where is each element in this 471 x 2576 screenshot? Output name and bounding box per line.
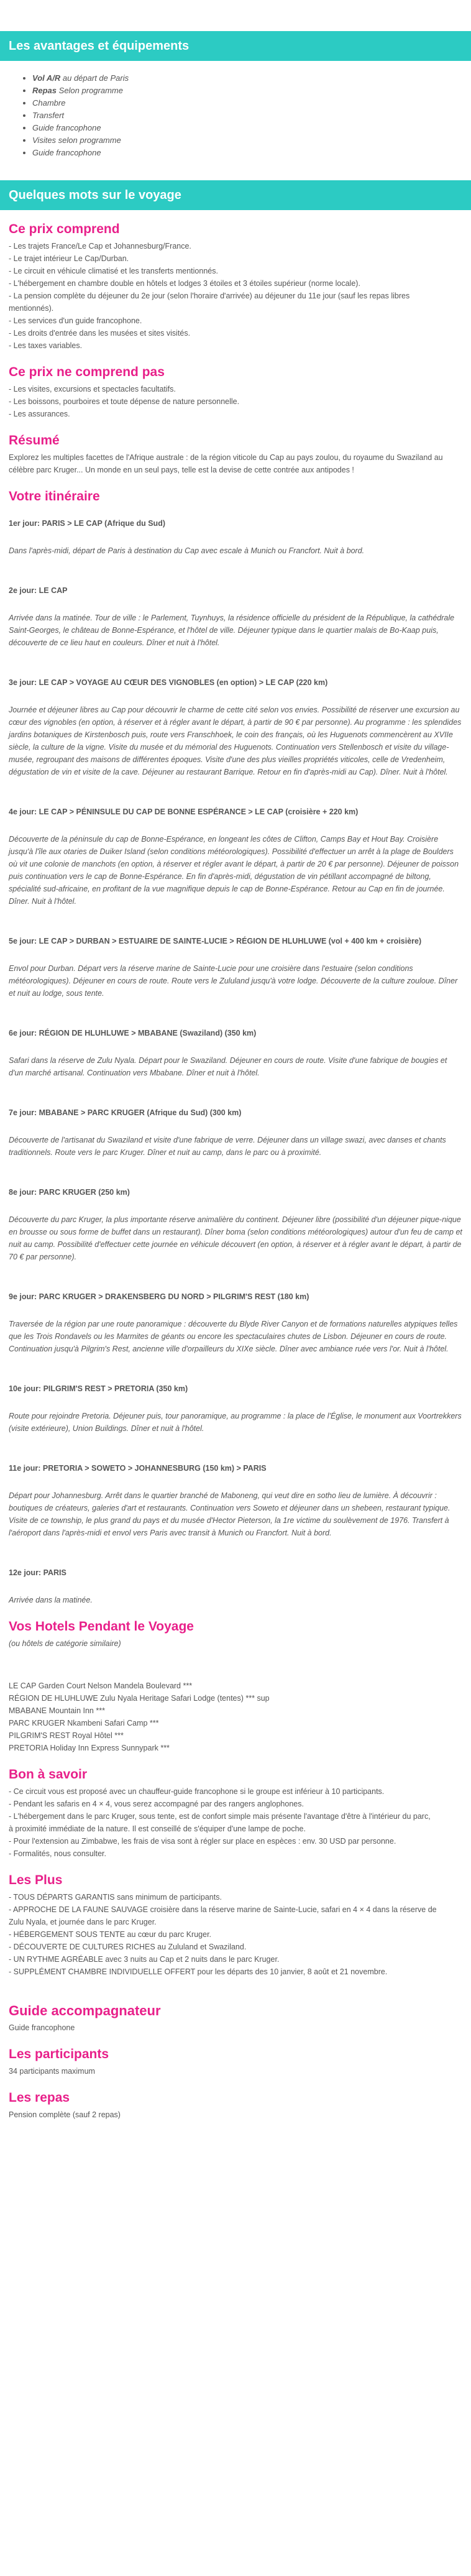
participants-text: 34 participants maximum — [9, 2067, 95, 2076]
hotels-subtitle: (ou hôtels de catégorie similaire) — [9, 1639, 121, 1648]
bon-a-savoir-line: - Pendant les safaris en 4 × 4, vous serez accompagné par des rangers anglophones. — [9, 1800, 304, 1808]
day-text: Dans l'après-midi, départ de Paris à destination du Cap avec escale à Munich ou Francfort. Nuit à bord. — [9, 546, 365, 555]
avantage-item — [32, 134, 462, 147]
avantage-item-text: Chambre — [32, 98, 66, 108]
guide-title: Guide accompagnateur — [9, 2003, 161, 2018]
repas-text: Pension complète (sauf 2 repas) — [9, 2110, 121, 2119]
les-plus-line: - APPROCHE DE LA FAUNE SAUVAGE croisière dans la réserve marine de Sainte-Lucie, safari en 4 × 4 dans la réserve de — [9, 1905, 437, 1914]
les-plus-line: - HÉBERGEMENT SOUS TENTE au cœur du parc Kruger. — [9, 1930, 212, 1939]
hotel-line: LE CAP Garden Court Nelson Mandela Boulevard *** — [9, 1681, 193, 1690]
les-plus-line: - UN RYTHME AGRÉABLE avec 3 nuits au Cap et 2 nuits dans le parc Kruger. — [9, 1955, 280, 1964]
avantage-item-text: Guide francophone — [32, 148, 101, 157]
prix-comprend-line: - Le circuit en véhicule climatisé et les transferts mentionnés. — [9, 267, 218, 275]
avantage-item — [32, 85, 462, 97]
avantages-section — [0, 72, 471, 159]
les-plus-list — [9, 1891, 462, 1978]
prix-comprend-line: - Les droits d'entrée dans les musées et sites visités. — [9, 329, 191, 338]
day-title: 3e jour: LE CAP > VOYAGE AU CŒUR DES VIGNOBLES (en option) > LE CAP (220 km) — [9, 678, 328, 687]
les-plus-line: - SUPPLÉMENT CHAMBRE INDIVIDUELLE OFFERT pour les départs des 10 janvier, 8 août et 21 novembre. — [9, 1967, 388, 1976]
hotels-title: Vos Hotels Pendant le Voyage — [9, 1619, 194, 1634]
les-plus-title: Les Plus — [9, 1873, 63, 1887]
hotel-line: PARC KRUGER Nkambeni Safari Camp *** — [9, 1719, 159, 1727]
bon-a-savoir-list — [9, 1785, 462, 1860]
prix-comprend-line: - Les trajets France/Le Cap et Johannesburg/France. — [9, 242, 191, 251]
prix-ne-comprend-line: - Les assurances. — [9, 410, 70, 418]
itineraire-title: Votre itinéraire — [9, 489, 100, 504]
day-text: Envol pour Durban. Départ vers la réserve marine de Sainte-Lucie pour une croisière dans l'estuaire (selon conditions météorologiques). Déjeuner en cours de route. Route vers le Zululand jusqu'à votre lodge. Découverte de la culture zouloue. Dîner et nuit au lodge, sous tente. — [9, 964, 458, 998]
avantages-list — [9, 72, 462, 159]
avantage-item — [32, 109, 462, 122]
day-text: Découverte de l'artisanat du Swaziland et visite d'une fabrique de verre. Déjeuner dans un village swazi, avec danses et chants traditionnels. Route vers le parc Kruger. Dîner et nuit au camp, dans le parc ou à proximité. — [9, 1136, 446, 1157]
prix-comprend-line: - La pension complète du déjeuner du 2e jour (selon l'horaire d'arrivée) au déjeuner du 11e jour (sauf les repas libres — [9, 292, 410, 300]
day-title: 11e jour: PRETORIA > SOWETO > JOHANNESBURG (150 km) > PARIS — [9, 1464, 267, 1473]
day-title: 8e jour: PARC KRUGER (250 km) — [9, 1188, 130, 1197]
avantage-item-bold: Repas — [32, 86, 57, 95]
les-plus-line: Zulu Nyala, et journée dans le parc Kruger. — [9, 1918, 157, 1926]
avantage-item — [32, 147, 462, 159]
day-title: 6e jour: RÉGION DE HLUHLUWE > MBABANE (Swaziland) (350 km) — [9, 1029, 257, 1037]
day-title: 10e jour: PILGRIM'S REST > PRETORIA (350 km) — [9, 1384, 188, 1393]
day-text: Arrivée dans la matinée. Tour de ville : le Parlement, Tuynhuys, la résidence officielle du président de la République, la cathédrale Saint-Georges, le château de Bonne-Espérance, et l'hôtel de ville. Déjeuner typique dans le quartier malais de Bo-Kaap puis, découverte de ce lieu haut en couleurs. Dîner et nuit à l'hôtel. — [9, 614, 455, 647]
les-plus-line: - TOUS DÉPARTS GARANTIS sans minimum de participants. — [9, 1893, 222, 1902]
avantage-item-text: Visites selon programme — [32, 136, 121, 145]
hotel-line: PILGRIM'S REST Royal Hôtel *** — [9, 1731, 124, 1740]
avantage-item — [32, 122, 462, 134]
les-plus-line: - DÉCOUVERTE DE CULTURES RICHES au Zululand et Swaziland. — [9, 1943, 247, 1951]
day-text: Route pour rejoindre Pretoria. Déjeuner puis, tour panoramique, au programme : la place de l'Église, le monument aux Voortrekkers (visite extérieure), Union Buildings. Dîner et nuit à l'hôtel. — [9, 1412, 462, 1433]
prix-ne-comprend-list — [9, 383, 462, 420]
day-text: Découverte du parc Kruger, la plus importante réserve animalière du continent. Déjeuner libre (possibilité d'un déjeuner pique-nique en brousse ou sous forme de buffet dans un restaurant). Dîner boma (selon conditions météorologiques) autour d'un feu de camp et nuit au camp. Possibilité d'effectuer cette journée en véhicule découvert (en option, à réserver et à régler avant le départ, à partir de 70 € par personne). — [9, 1215, 462, 1261]
repas-title: Les repas — [9, 2091, 70, 2105]
day-title: 7e jour: MBABANE > PARC KRUGER (Afrique du Sud) (300 km) — [9, 1108, 242, 1117]
prix-comprend-line: - L'hébergement en chambre double en hôtels et lodges 3 étoiles et 3 étoiles supérieur (norme locale). — [9, 279, 360, 288]
day-title: 9e jour: PARC KRUGER > DRAKENSBERG DU NORD > PILGRIM'S REST (180 km) — [9, 1292, 309, 1301]
prix-comprend-line: - Les services d'un guide francophone. — [9, 316, 142, 325]
prix-ne-comprend-line: - Les visites, excursions et spectacles facultatifs. — [9, 385, 176, 393]
day-text: Journée et déjeuner libres au Cap pour découvrir le charme de cette cité selon vos envies. Possibilité de réserver une excursion au cœur des vignobles (en option, à réserver et à régler avant le départ, à partir de 90 € par personne). Au programme : les splendides jardins botaniques de Kirstenbosch puis, route vers Franschhoek, le coin des français, où les Huguenots commencèrent au XVIIe siècle, la culture de la vigne. Visite du musée et du mémorial des Huguenots. Continuation vers Stellenbosch et visite du village-musée, regroupant des maisons de différentes époques. Visite d'une des plus vieilles propriétés viticoles, celle de Vredenheim, dégustation de vin et visite de la cave. Déjeuner au restaurant Barrique. Retour en fin d'après-midi au Cap). Dîner. Nuit à l'hôtel. — [9, 706, 462, 776]
avantage-item-text: Selon programme — [57, 86, 123, 95]
prix-ne-comprend-line: - Les boissons, pourboires et toute dépense de nature personnelle. — [9, 397, 240, 406]
prix-ne-comprend-title: Ce prix ne comprend pas — [9, 365, 165, 379]
avantage-item-text: au départ de Paris — [60, 73, 129, 83]
avantage-item — [32, 72, 462, 85]
hotel-line: RÉGION DE HLUHLUWE Zulu Nyala Heritage Safari Lodge (tentes) *** sup — [9, 1694, 270, 1703]
bon-a-savoir-line: - Pour l'extension au Zimbabwe, les frais de visa sont à régler sur place en espèces : env. 30 USD par personne. — [9, 1837, 396, 1846]
hotel-line: MBABANE Mountain Inn *** — [9, 1706, 105, 1715]
day-text: Arrivée dans la matinée. — [9, 1596, 93, 1604]
hotel-line: PRETORIA Holiday Inn Express Sunnypark *** — [9, 1744, 170, 1752]
day-text: Départ pour Johannesburg. Arrêt dans le quartier branché de Maboneng, qui veut dire en sotho lieu de lumière. À découvrir : boutiques de créateurs, galeries d'art et restaurants. Continuation vers Soweto et déjeuner dans un shebeen, restaurant typique. Visite de ce township, le plus grand du pays et du musée d'Hector Pieterson, la 1re victime du soulèvement de 1976. Transfert à l'aéroport dans l'après-midi et envol vers Paris avec transit à Munich ou Francfort. Nuit à bord. — [9, 1491, 450, 1537]
day-title: 12e jour: PARIS — [9, 1568, 66, 1577]
day-title: 2e jour: LE CAP — [9, 586, 68, 595]
day-title: 4e jour: LE CAP > PÉNINSULE DU CAP DE BONNE ESPÉRANCE > LE CAP (croisière + 220 km) — [9, 807, 359, 816]
prix-comprend-title: Ce prix comprend — [9, 222, 120, 236]
day-text: Safari dans la réserve de Zulu Nyala. Départ pour le Swaziland. Déjeuner en cours de route. Visite d'une fabrique de bougies et d'un marché artisanal. Continuation vers Mbabane. Dîner et nuit à l'hôtel. — [9, 1056, 447, 1077]
prix-comprend-line: mentionnés). — [9, 304, 54, 313]
prix-comprend-list — [9, 240, 462, 352]
avantage-item-text: Guide francophone — [32, 123, 101, 132]
avantage-item-text: Transfert — [32, 111, 65, 120]
guide-text: Guide francophone — [9, 2023, 75, 2032]
bon-a-savoir-line: à proximité immédiate de la nature. Il est conseillé de s'équiper d'une lampe de poche. — [9, 1824, 306, 1833]
hotels-list — [9, 1680, 462, 1754]
prix-comprend-line: - Les taxes variables. — [9, 341, 83, 350]
day-text: Découverte de la péninsule du cap de Bonne-Espérance, en longeant les côtes de Clifton, Camps Bay et Hout Bay. Croisière jusqu'à l'île aux otaries de Duiker Island (selon conditions météorologiques). Possibilité d'effectuer un arrêt à la plage de Boulders où vit une colonie de manchots (en option, à réserver et régler avant le départ, à partir de 20 € par personne). Déjeuner de poisson puis continuation vers le cap de Bonne-Espérance. En fin d'après-midi, dégustation de vin pétillant accompagné de biltong, spécialité sud-africaine, en profitant de la vue magnifique depuis le cap de Bonne-Espérance. Retour au Cap en fin de journée. Dîner. Nuit à l'hôtel. — [9, 835, 459, 906]
avantage-item-bold: Vol A/R — [32, 73, 61, 83]
resume-title: Résumé — [9, 433, 60, 448]
voyage-section — [0, 221, 471, 2121]
voyage-banner: Quelques mots sur le voyage — [0, 180, 471, 210]
day-title: 1er jour: PARIS > LE CAP (Afrique du Sud) — [9, 519, 165, 528]
bon-a-savoir-line: - Formalités, nous consulter. — [9, 1849, 107, 1858]
avantage-item — [32, 97, 462, 109]
participants-title: Les participants — [9, 2047, 109, 2061]
bon-a-savoir-title: Bon à savoir — [9, 1767, 88, 1782]
resume-text: Explorez les multiples facettes de l'Afrique australe : de la région viticole du Cap au pays zoulou, du royaume du Swaziland au célèbre parc Kruger... Un monde en un seul pays, telle est la devise de cette contrée aux antipodes ! — [9, 453, 443, 474]
bon-a-savoir-line: - Ce circuit vous est proposé avec un chauffeur-guide francophone si le groupe est inférieur à 10 participants. — [9, 1787, 385, 1796]
itineraire-days — [9, 517, 462, 1606]
day-title: 5e jour: LE CAP > DURBAN > ESTUAIRE DE SAINTE-LUCIE > RÉGION DE HLUHLUWE (vol + 400 km + croisière) — [9, 937, 422, 945]
prix-comprend-line: - Le trajet intérieur Le Cap/Durban. — [9, 254, 129, 263]
bon-a-savoir-line: - L'hébergement dans le parc Kruger, sous tente, est de confort simple mais présente l'avantage d'être à l'intérieur du parc, — [9, 1812, 431, 1821]
avantages-banner: Les avantages et équipements — [0, 31, 471, 61]
day-text: Traversée de la région par une route panoramique : découverte du Blyde River Canyon et de formations naturelles atypiques telles que les Trois Rondavels ou les Marmites de géants ou encore les spectaculaires chutes de Lisbon. Déjeuner en cours de route. Continuation jusqu'à Pilgrim's Rest, ancienne ville d'orpailleurs du XIXe siècle. Dîner avec ambiance ruée vers l'or. Nuit à l'hôtel. — [9, 1320, 458, 1353]
